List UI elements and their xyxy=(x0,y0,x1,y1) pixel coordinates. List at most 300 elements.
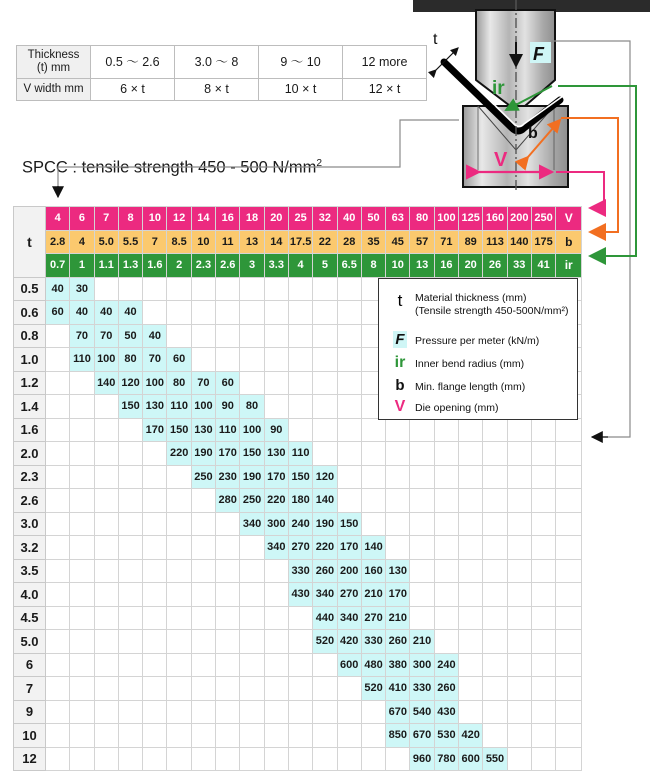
matrix-header-tag-ir: ir xyxy=(556,254,582,278)
matrix-cell-force: 260 xyxy=(434,677,458,701)
matrix-row-label-7: 2.0 xyxy=(14,442,46,466)
matrix-cell-force: 600 xyxy=(459,747,483,771)
matrix-cell-empty xyxy=(70,653,94,677)
matrix-header-b-15: 57 xyxy=(410,230,434,254)
vwidth-value-2: 10 × t xyxy=(259,79,343,100)
matrix-cell-force: 170 xyxy=(337,536,361,560)
matrix-header-ir-16: 16 xyxy=(434,254,458,278)
matrix-cell-force: 230 xyxy=(216,465,240,489)
matrix-cell-empty xyxy=(361,724,385,748)
matrix-cell-force: 210 xyxy=(386,606,410,630)
matrix-cell-empty xyxy=(313,395,337,419)
matrix-header-b-8: 13 xyxy=(240,230,264,254)
matrix-cell-empty xyxy=(46,606,70,630)
matrix-cell-empty xyxy=(483,630,507,654)
matrix-cell-empty xyxy=(46,536,70,560)
matrix-cell-force: 170 xyxy=(264,465,288,489)
matrix-header-v-5: 12 xyxy=(167,207,191,231)
matrix-cell-empty xyxy=(216,747,240,771)
matrix-cell-force: 80 xyxy=(118,348,142,372)
matrix-cell-force: 90 xyxy=(264,418,288,442)
matrix-cell-empty xyxy=(410,512,434,536)
matrix-cell-force: 210 xyxy=(410,630,434,654)
matrix-cell-empty xyxy=(531,700,555,724)
table-row xyxy=(14,606,582,630)
page-title xyxy=(22,158,322,178)
matrix-cell-empty xyxy=(556,700,582,724)
matrix-cell-empty xyxy=(167,324,191,348)
matrix-header-ir-0: 0.7 xyxy=(46,254,70,278)
matrix-cell-empty xyxy=(337,324,361,348)
matrix-header-ir-6: 2.3 xyxy=(191,254,215,278)
matrix-cell-empty xyxy=(46,489,70,513)
matrix-cell-empty xyxy=(46,512,70,536)
matrix-row-label-13: 4.0 xyxy=(14,583,46,607)
matrix-cell-empty xyxy=(483,418,507,442)
matrix-cell-empty xyxy=(264,583,288,607)
matrix-cell-empty xyxy=(531,747,555,771)
matrix-cell-empty xyxy=(216,277,240,301)
matrix-cell-force: 190 xyxy=(240,465,264,489)
matrix-cell-empty xyxy=(118,559,142,583)
matrix-cell-empty xyxy=(313,371,337,395)
matrix-cell-force: 70 xyxy=(191,371,215,395)
matrix-cell-force: 100 xyxy=(143,371,167,395)
matrix-cell-force: 80 xyxy=(240,395,264,419)
matrix-cell-empty xyxy=(288,348,312,372)
matrix-cell-force: 170 xyxy=(143,418,167,442)
matrix-cell-empty xyxy=(118,489,142,513)
matrix-cell-empty xyxy=(361,442,385,466)
matrix-cell-empty xyxy=(531,630,555,654)
matrix-cell-empty xyxy=(556,512,582,536)
matrix-header-ir-13: 8 xyxy=(361,254,385,278)
matrix-cell-force: 120 xyxy=(118,371,142,395)
matrix-cell-force: 420 xyxy=(337,630,361,654)
matrix-cell-empty xyxy=(288,418,312,442)
table-row xyxy=(17,46,427,79)
matrix-cell-force: 70 xyxy=(70,324,94,348)
matrix-cell-empty xyxy=(143,277,167,301)
matrix-header-v-10: 25 xyxy=(288,207,312,231)
matrix-cell-empty xyxy=(507,606,531,630)
matrix-header-ir-18: 26 xyxy=(483,254,507,278)
matrix-cell-empty xyxy=(410,606,434,630)
matrix-cell-empty xyxy=(191,700,215,724)
matrix-cell-empty xyxy=(507,700,531,724)
matrix-cell-empty xyxy=(240,371,264,395)
matrix-cell-empty xyxy=(264,301,288,325)
matrix-cell-empty xyxy=(46,559,70,583)
matrix-cell-force: 130 xyxy=(264,442,288,466)
matrix-cell-empty xyxy=(483,606,507,630)
matrix-cell-empty xyxy=(264,606,288,630)
matrix-cell-force: 60 xyxy=(46,301,70,325)
legend-text-t xyxy=(415,289,568,318)
matrix-cell-empty xyxy=(264,630,288,654)
v-width-reference-table xyxy=(16,45,427,101)
matrix-cell-empty xyxy=(70,371,94,395)
matrix-cell-force: 220 xyxy=(167,442,191,466)
matrix-cell-empty xyxy=(337,747,361,771)
matrix-cell-force: 670 xyxy=(386,700,410,724)
matrix-cell-empty xyxy=(313,324,337,348)
matrix-cell-force: 260 xyxy=(313,559,337,583)
matrix-cell-empty xyxy=(386,512,410,536)
matrix-cell-empty xyxy=(386,418,410,442)
matrix-cell-empty xyxy=(434,583,458,607)
matrix-header-ir-15: 13 xyxy=(410,254,434,278)
matrix-cell-empty xyxy=(507,677,531,701)
diagram-label-ir: ir xyxy=(492,78,505,99)
matrix-cell-empty xyxy=(191,583,215,607)
matrix-cell-empty xyxy=(70,489,94,513)
matrix-cell-empty xyxy=(46,465,70,489)
matrix-cell-force: 30 xyxy=(70,277,94,301)
matrix-cell-empty xyxy=(459,442,483,466)
matrix-header-ir-14: 10 xyxy=(386,254,410,278)
matrix-cell-empty xyxy=(386,536,410,560)
matrix-cell-empty xyxy=(70,465,94,489)
table-row xyxy=(14,700,582,724)
thickness-range-2: 9 ～ 10 xyxy=(259,46,343,79)
matrix-cell-empty xyxy=(337,395,361,419)
matrix-cell-empty xyxy=(167,301,191,325)
matrix-cell-empty xyxy=(410,442,434,466)
matrix-cell-empty xyxy=(167,512,191,536)
matrix-cell-empty xyxy=(46,442,70,466)
matrix-cell-force: 180 xyxy=(288,489,312,513)
matrix-cell-empty xyxy=(143,653,167,677)
matrix-cell-empty xyxy=(143,747,167,771)
matrix-header-ir-1: 1 xyxy=(70,254,94,278)
matrix-header-v-12: 40 xyxy=(337,207,361,231)
matrix-cell-empty xyxy=(167,606,191,630)
matrix-cell-empty xyxy=(94,442,118,466)
matrix-cell-empty xyxy=(216,583,240,607)
matrix-cell-empty xyxy=(507,583,531,607)
matrix-cell-empty xyxy=(288,653,312,677)
matrix-cell-force: 270 xyxy=(361,606,385,630)
matrix-cell-empty xyxy=(143,559,167,583)
matrix-cell-empty xyxy=(264,348,288,372)
matrix-cell-empty xyxy=(556,583,582,607)
matrix-cell-empty xyxy=(459,700,483,724)
matrix-row-label-14: 4.5 xyxy=(14,606,46,630)
matrix-header-b-12: 28 xyxy=(337,230,361,254)
matrix-cell-force: 150 xyxy=(167,418,191,442)
matrix-cell-force: 70 xyxy=(94,324,118,348)
matrix-cell-empty xyxy=(507,559,531,583)
matrix-row-label-16: 6 xyxy=(14,653,46,677)
matrix-cell-empty xyxy=(46,653,70,677)
matrix-cell-force: 260 xyxy=(386,630,410,654)
matrix-row-label-9: 2.6 xyxy=(14,489,46,513)
matrix-cell-empty xyxy=(216,536,240,560)
matrix-cell-empty xyxy=(216,559,240,583)
matrix-cell-empty xyxy=(191,301,215,325)
matrix-cell-empty xyxy=(94,418,118,442)
matrix-header-row xyxy=(14,207,582,231)
matrix-cell-empty xyxy=(337,348,361,372)
matrix-cell-force: 90 xyxy=(216,395,240,419)
matrix-cell-empty xyxy=(94,536,118,560)
matrix-cell-empty xyxy=(531,653,555,677)
legend-item-f xyxy=(385,332,539,348)
matrix-cell-empty xyxy=(94,395,118,419)
matrix-cell-force: 120 xyxy=(313,465,337,489)
matrix-cell-force: 330 xyxy=(361,630,385,654)
table-row xyxy=(14,536,582,560)
vwidth-value-0: 6 × t xyxy=(91,79,175,100)
legend-symbol-b: b xyxy=(395,377,405,394)
matrix-cell-empty xyxy=(143,630,167,654)
matrix-cell-empty xyxy=(337,677,361,701)
matrix-cell-empty xyxy=(386,465,410,489)
matrix-cell-force: 110 xyxy=(288,442,312,466)
matrix-cell-empty xyxy=(118,700,142,724)
legend-text-ir: Inner bend radius (mm) xyxy=(415,358,525,370)
matrix-header-v-4: 10 xyxy=(143,207,167,231)
matrix-header-b-4: 7 xyxy=(143,230,167,254)
table-row xyxy=(17,79,427,100)
vwidth-row-header: V width mm xyxy=(17,79,91,100)
matrix-cell-empty xyxy=(143,583,167,607)
matrix-cell-force: 40 xyxy=(70,301,94,325)
matrix-cell-empty xyxy=(70,700,94,724)
matrix-header-v-6: 14 xyxy=(191,207,215,231)
matrix-cell-force: 410 xyxy=(386,677,410,701)
matrix-header-v-20: 250 xyxy=(531,207,555,231)
matrix-cell-empty xyxy=(556,418,582,442)
matrix-cell-empty xyxy=(313,747,337,771)
matrix-cell-empty xyxy=(531,559,555,583)
thickness-range-0: 0.5 ～ 2.6 xyxy=(91,46,175,79)
matrix-header-ir-8: 3 xyxy=(240,254,264,278)
matrix-row-label-19: 10 xyxy=(14,724,46,748)
matrix-cell-force: 130 xyxy=(191,418,215,442)
matrix-header-ir-9: 3.3 xyxy=(264,254,288,278)
matrix-cell-empty xyxy=(167,747,191,771)
legend-item-ir xyxy=(385,355,524,371)
thickness-row-header xyxy=(17,46,91,79)
matrix-cell-empty xyxy=(216,630,240,654)
legend-text-b: Min. flange length (mm) xyxy=(415,381,526,393)
matrix-cell-force: 240 xyxy=(434,653,458,677)
matrix-cell-force: 210 xyxy=(361,583,385,607)
matrix-cell-empty xyxy=(143,677,167,701)
matrix-cell-empty xyxy=(313,677,337,701)
matrix-cell-force: 240 xyxy=(288,512,312,536)
matrix-cell-force: 330 xyxy=(410,677,434,701)
matrix-cell-empty xyxy=(143,489,167,513)
matrix-cell-force: 80 xyxy=(167,371,191,395)
matrix-cell-empty xyxy=(46,418,70,442)
matrix-cell-empty xyxy=(459,630,483,654)
matrix-header-b-7: 11 xyxy=(216,230,240,254)
matrix-cell-empty xyxy=(337,277,361,301)
matrix-header-v-18: 160 xyxy=(483,207,507,231)
matrix-cell-empty xyxy=(434,418,458,442)
matrix-cell-empty xyxy=(191,324,215,348)
vwidth-value-1: 8 × t xyxy=(175,79,259,100)
matrix-header-b-0: 2.8 xyxy=(46,230,70,254)
matrix-cell-empty xyxy=(240,348,264,372)
page-title-text: SPCC : tensile strength 450 - 500 N/mm xyxy=(22,158,317,177)
matrix-cell-empty xyxy=(240,747,264,771)
matrix-cell-empty xyxy=(361,700,385,724)
matrix-cell-empty xyxy=(556,442,582,466)
matrix-header-row xyxy=(14,254,582,278)
table-row xyxy=(14,489,582,513)
matrix-cell-empty xyxy=(240,536,264,560)
matrix-cell-empty xyxy=(94,559,118,583)
matrix-cell-empty xyxy=(337,418,361,442)
matrix-cell-empty xyxy=(94,489,118,513)
matrix-row-label-11: 3.2 xyxy=(14,536,46,560)
matrix-cell-force: 170 xyxy=(386,583,410,607)
matrix-cell-empty xyxy=(337,489,361,513)
matrix-cell-force: 40 xyxy=(143,324,167,348)
matrix-row-label-15: 5.0 xyxy=(14,630,46,654)
matrix-cell-force: 110 xyxy=(216,418,240,442)
matrix-cell-empty xyxy=(556,677,582,701)
matrix-row-label-2: 0.8 xyxy=(14,324,46,348)
matrix-cell-empty xyxy=(288,700,312,724)
matrix-cell-empty xyxy=(459,536,483,560)
matrix-cell-empty xyxy=(46,348,70,372)
matrix-cell-empty xyxy=(191,724,215,748)
matrix-cell-force: 40 xyxy=(118,301,142,325)
matrix-cell-empty xyxy=(434,536,458,560)
matrix-cell-empty xyxy=(459,465,483,489)
matrix-cell-empty xyxy=(191,630,215,654)
matrix-cell-force: 170 xyxy=(216,442,240,466)
thickness-range-3: 12 more xyxy=(343,46,427,79)
matrix-cell-empty xyxy=(216,700,240,724)
matrix-cell-empty xyxy=(240,583,264,607)
matrix-header-v-2: 7 xyxy=(94,207,118,231)
matrix-cell-empty xyxy=(507,536,531,560)
matrix-cell-force: 190 xyxy=(191,442,215,466)
matrix-cell-empty xyxy=(361,418,385,442)
matrix-cell-empty xyxy=(191,512,215,536)
matrix-header-b-1: 4 xyxy=(70,230,94,254)
matrix-cell-empty xyxy=(191,536,215,560)
matrix-cell-empty xyxy=(46,371,70,395)
legend-symbol-f xyxy=(385,332,415,347)
matrix-cell-empty xyxy=(118,418,142,442)
matrix-cell-empty xyxy=(264,653,288,677)
matrix-cell-empty xyxy=(118,536,142,560)
matrix-cell-empty xyxy=(46,583,70,607)
matrix-header-b-6: 10 xyxy=(191,230,215,254)
matrix-cell-force: 270 xyxy=(337,583,361,607)
legend-box xyxy=(378,278,578,420)
matrix-cell-empty xyxy=(337,442,361,466)
matrix-cell-empty xyxy=(94,747,118,771)
legend-item-v xyxy=(385,399,498,415)
matrix-cell-empty xyxy=(264,371,288,395)
matrix-cell-force: 420 xyxy=(459,724,483,748)
matrix-cell-empty xyxy=(337,371,361,395)
matrix-cell-empty xyxy=(288,395,312,419)
matrix-cell-empty xyxy=(216,348,240,372)
matrix-cell-empty xyxy=(46,724,70,748)
matrix-cell-empty xyxy=(531,489,555,513)
matrix-cell-empty xyxy=(70,583,94,607)
matrix-cell-empty xyxy=(288,724,312,748)
matrix-cell-empty xyxy=(313,442,337,466)
matrix-header-ir-17: 20 xyxy=(459,254,483,278)
matrix-cell-empty xyxy=(434,442,458,466)
matrix-cell-empty xyxy=(167,630,191,654)
matrix-cell-empty xyxy=(94,465,118,489)
matrix-cell-empty xyxy=(46,747,70,771)
matrix-cell-empty xyxy=(313,418,337,442)
matrix-cell-empty xyxy=(459,606,483,630)
matrix-cell-force: 60 xyxy=(167,348,191,372)
matrix-cell-empty xyxy=(483,724,507,748)
matrix-cell-force: 110 xyxy=(70,348,94,372)
matrix-cell-empty xyxy=(94,724,118,748)
legend-text-f: Pressure per meter (kN/m) xyxy=(415,335,540,347)
matrix-cell-empty xyxy=(459,653,483,677)
matrix-cell-empty xyxy=(216,677,240,701)
matrix-cell-force: 440 xyxy=(313,606,337,630)
matrix-cell-empty xyxy=(264,559,288,583)
table-row xyxy=(14,512,582,536)
matrix-header-v-14: 63 xyxy=(386,207,410,231)
matrix-header-b-13: 35 xyxy=(361,230,385,254)
legend-text-t-line1: Material thickness (mm) xyxy=(415,292,527,304)
matrix-cell-empty xyxy=(70,536,94,560)
matrix-cell-empty xyxy=(216,606,240,630)
matrix-cell-empty xyxy=(118,653,142,677)
matrix-cell-empty xyxy=(410,465,434,489)
matrix-header-v-1: 6 xyxy=(70,207,94,231)
matrix-cell-empty xyxy=(459,583,483,607)
matrix-header-b-11: 22 xyxy=(313,230,337,254)
matrix-cell-empty xyxy=(118,583,142,607)
matrix-cell-empty xyxy=(240,277,264,301)
matrix-cell-force: 100 xyxy=(191,395,215,419)
matrix-cell-empty xyxy=(167,653,191,677)
matrix-cell-empty xyxy=(288,606,312,630)
matrix-cell-empty xyxy=(313,348,337,372)
matrix-header-v-9: 20 xyxy=(264,207,288,231)
matrix-cell-empty xyxy=(434,559,458,583)
matrix-cell-empty xyxy=(361,512,385,536)
matrix-cell-empty xyxy=(483,559,507,583)
thickness-range-1: 3.0 ～ 8 xyxy=(175,46,259,79)
matrix-cell-empty xyxy=(556,489,582,513)
matrix-cell-empty xyxy=(483,653,507,677)
matrix-cell-empty xyxy=(531,583,555,607)
matrix-cell-force: 520 xyxy=(313,630,337,654)
matrix-header-ir-10: 4 xyxy=(288,254,312,278)
matrix-cell-force: 160 xyxy=(361,559,385,583)
matrix-cell-empty xyxy=(386,747,410,771)
matrix-cell-force: 600 xyxy=(337,653,361,677)
matrix-row-label-1: 0.6 xyxy=(14,301,46,325)
matrix-cell-empty xyxy=(507,747,531,771)
matrix-header-b-18: 113 xyxy=(483,230,507,254)
matrix-cell-empty xyxy=(337,301,361,325)
matrix-cell-empty xyxy=(70,630,94,654)
matrix-header-b-14: 45 xyxy=(386,230,410,254)
matrix-cell-force: 150 xyxy=(337,512,361,536)
